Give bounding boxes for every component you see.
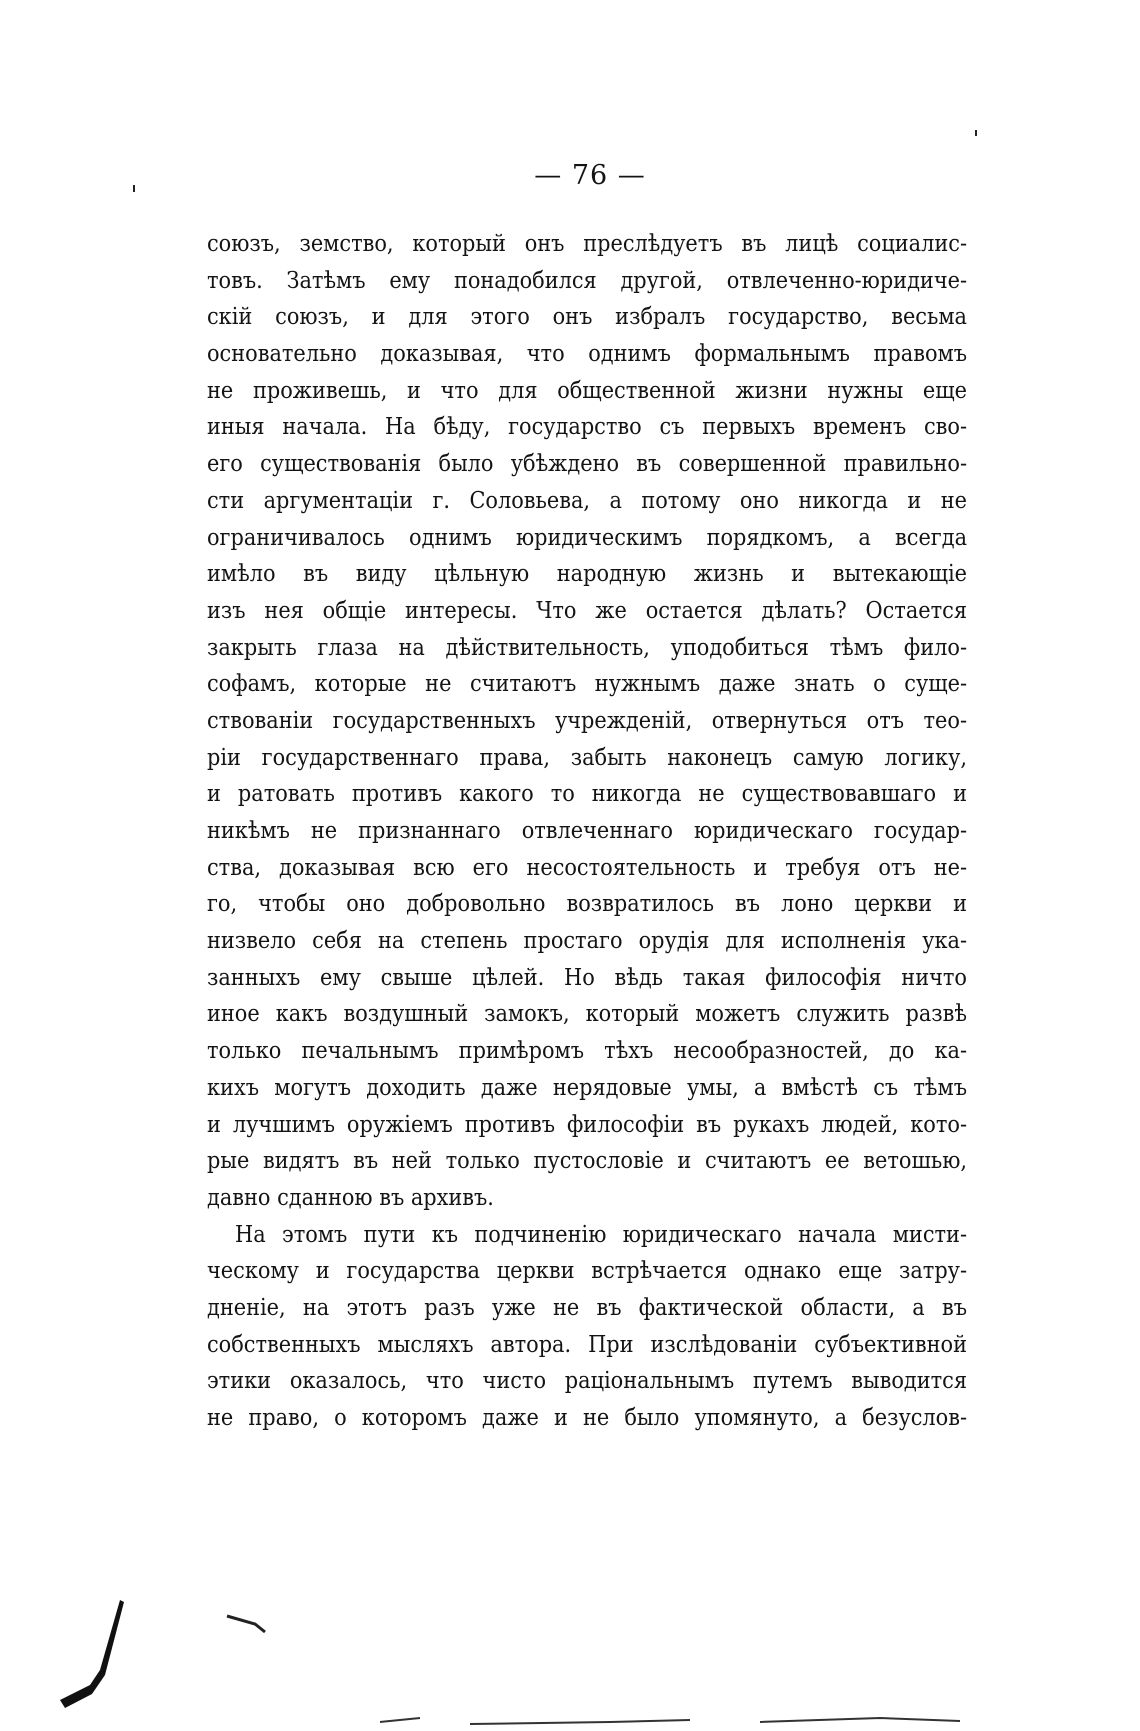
text-line: сти аргументаціи г. Соловьева, а потому оно никогда и не — [207, 486, 967, 514]
text-line: софамъ, которые не считаютъ нужнымъ даже знать о суще- — [207, 670, 967, 698]
text-line: имѣло въ виду цѣльную народную жизнь и вытекающіе — [207, 560, 967, 588]
scan-artifact-bottom-left — [30, 1590, 130, 1710]
text-line: и лучшимъ оружіемъ противъ философіи въ рукахъ людей, кото- — [207, 1110, 967, 1138]
scan-artifact-bottom-line — [360, 1712, 1000, 1728]
text-line: собственныхъ мысляхъ автора. При изслѣдованіи субъективной — [207, 1330, 967, 1358]
text-line: не право, о которомъ даже и не было упомянуто, а безуслов- — [207, 1404, 967, 1431]
text-line: только печальнымъ примѣромъ тѣхъ несообразностей, до ка- — [207, 1037, 967, 1065]
scan-artifact-dash — [225, 1608, 285, 1638]
text-line: го, чтобы оно добровольно возвратилось въ лоно церкви и — [207, 890, 967, 918]
text-line: основательно доказывая, что однимъ формальнымъ правомъ — [207, 340, 967, 368]
text-line: занныхъ ему свыше цѣлей. Но вѣдь такая философія ничто — [207, 963, 967, 991]
scan-speck — [133, 185, 135, 192]
scan-speck — [975, 130, 977, 136]
text-line: рые видятъ въ ней только пустословіе и считаютъ ее ветошью, — [207, 1147, 967, 1175]
text-line: этики оказалось, что чисто раціональнымъ путемъ выводится — [207, 1367, 967, 1395]
text-line: ства, доказывая всю его несостоятельность и требуя отъ не- — [207, 853, 967, 881]
text-line: иное какъ воздушный замокъ, который можетъ служить развѣ — [207, 1000, 967, 1028]
text-line: давно сданною въ архивъ. — [207, 1183, 494, 1211]
text-line: низвело себя на степень простаго орудія для исполненія ука- — [207, 927, 967, 955]
text-line: кихъ могутъ доходить даже нерядовые умы, а вмѣстѣ съ тѣмъ — [207, 1073, 967, 1101]
page-number: — 76 — — [534, 160, 646, 191]
text-line: дненіе, на этотъ разъ уже не въ фактической области, а въ — [207, 1293, 967, 1321]
text-line: никѣмъ не признаннаго отвлеченнаго юридическаго государ- — [207, 817, 967, 844]
text-line: закрыть глаза на дѣйствительность, уподобиться тѣмъ фило- — [207, 633, 967, 661]
text-line: союзъ, земство, который онъ преслѣдуетъ въ лицѣ социалис- — [207, 230, 967, 257]
text-line: товъ. Затѣмъ ему понадобился другой, отвлеченно-юридиче- — [207, 266, 967, 294]
text-line: ріи государственнаго права, забыть наконецъ самую логику, — [207, 743, 967, 771]
text-line: ческому и государства церкви встрѣчается однако еще затру- — [207, 1257, 967, 1285]
text-line: не проживешь, и что для общественной жизни нужны еще — [207, 376, 967, 404]
text-line: скій союзъ, и для этого онъ избралъ государство, весьма — [207, 303, 967, 331]
paragraph-1 — [207, 226, 967, 1217]
paragraph-2 — [207, 1217, 967, 1437]
text-line: ограничивалось однимъ юридическимъ порядкомъ, а всегда — [207, 523, 967, 551]
text-line: изъ нея общіе интересы. Что же остается дѣлать? Остается — [207, 596, 967, 624]
body-text — [207, 226, 967, 1437]
text-line: и ратовать противъ какого то никогда не существовавшаго и — [207, 780, 967, 808]
text-line: На этомъ пути къ подчиненію юридическаго начала мисти- — [235, 1220, 967, 1248]
text-line: его существованія было убѣждено въ совершенной правильно- — [207, 450, 967, 478]
text-line: ствованіи государственныхъ учрежденій, отвернуться отъ тео- — [207, 706, 967, 734]
text-line: иныя начала. На бѣду, государство съ первыхъ временъ сво- — [207, 413, 967, 441]
